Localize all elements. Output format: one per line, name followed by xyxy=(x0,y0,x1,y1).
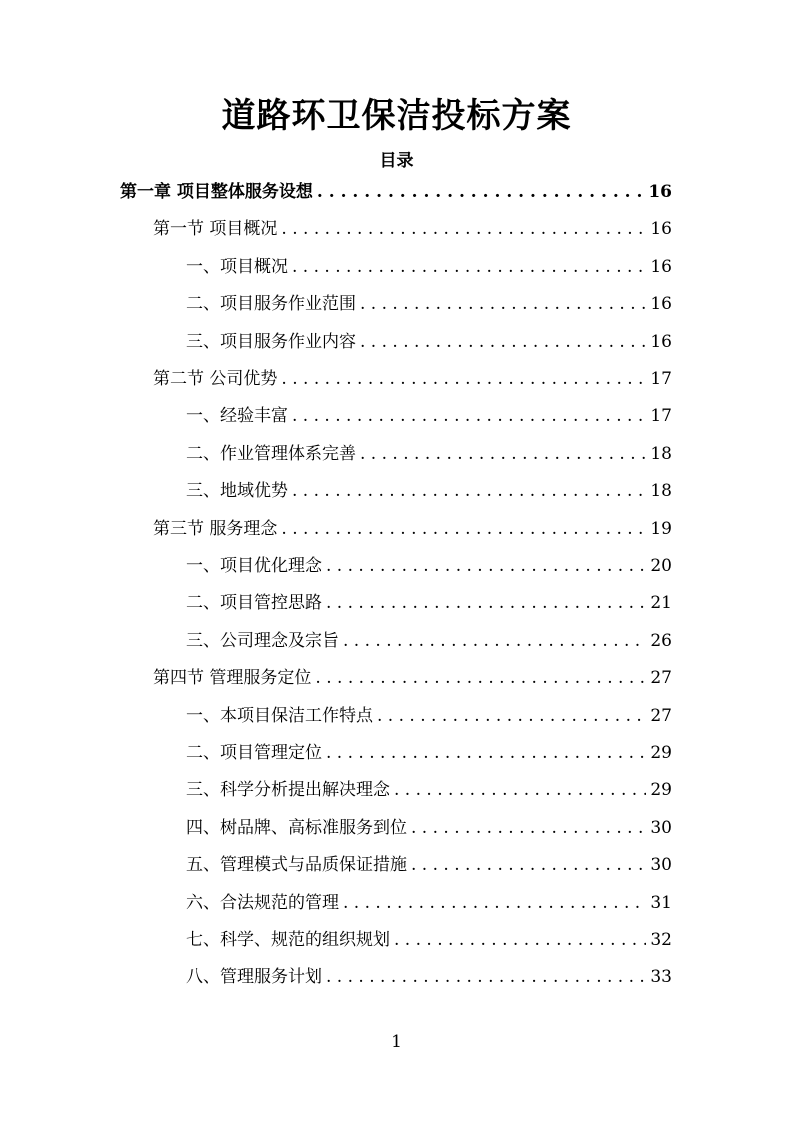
toc-entry-page: 30 xyxy=(650,855,672,876)
toc-entry-label: 三、科学分析提出解决理念 xyxy=(186,780,390,801)
toc-entry-page: 16 xyxy=(650,331,672,352)
toc-entry[interactable] xyxy=(186,623,672,660)
toc-entry-page: 26 xyxy=(650,630,672,651)
toc-entry-label: 二、作业管理体系完善 xyxy=(186,443,356,464)
toc-entry[interactable] xyxy=(186,959,672,996)
toc-entry-page: 20 xyxy=(650,556,672,576)
toc-entry[interactable] xyxy=(186,286,672,323)
toc-entry[interactable] xyxy=(186,847,672,884)
toc-entry[interactable] xyxy=(186,585,672,622)
toc-entry-page: 21 xyxy=(650,593,672,614)
toc-entry[interactable] xyxy=(186,922,672,959)
toc-entry-label: 第一节 项目概况 xyxy=(153,219,278,240)
toc-dot-leader xyxy=(343,623,646,660)
toc-dot-leader xyxy=(360,436,646,473)
toc-entry-label: 三、公司理念及宗旨 xyxy=(186,630,339,651)
toc-entry-page: 29 xyxy=(650,780,672,801)
toc-dot-leader xyxy=(281,361,646,398)
toc-dot-leader xyxy=(394,772,646,809)
toc-dot-leader xyxy=(394,922,646,959)
toc-entry-label: 八、管理服务计划 xyxy=(186,967,322,988)
toc-dot-leader xyxy=(326,959,646,996)
toc-entry-page: 32 xyxy=(650,930,672,950)
toc-entry-label: 一、经验丰富 xyxy=(186,406,288,427)
toc-entry-label: 三、项目服务作业内容 xyxy=(186,331,356,352)
toc-dot-leader xyxy=(326,735,646,772)
toc-entry-page: 27 xyxy=(650,705,672,726)
toc-entry-label: 一、项目优化理念 xyxy=(186,556,322,576)
toc-entry-page: 16 xyxy=(650,294,672,315)
toc-dot-leader xyxy=(292,473,646,510)
toc-entry[interactable] xyxy=(186,548,672,585)
document-title: 道路环卫保洁投标方案 xyxy=(221,96,572,136)
toc-dot-leader xyxy=(292,398,646,435)
toc-entry-page: 16 xyxy=(650,219,672,240)
toc-entry-page: 18 xyxy=(650,481,672,502)
toc-entry-page: 31 xyxy=(650,892,672,913)
toc-entry[interactable] xyxy=(186,772,672,809)
toc-dot-leader xyxy=(281,211,646,248)
toc-entry-label: 二、项目管理定位 xyxy=(186,743,322,763)
toc-entry-page: 27 xyxy=(650,668,672,689)
toc-entry[interactable] xyxy=(186,324,672,361)
toc-dot-leader xyxy=(326,548,646,585)
toc-entry-label: 二、项目管控思路 xyxy=(186,593,322,614)
toc-entry[interactable] xyxy=(186,698,672,735)
toc-entry-label: 六、合法规范的管理 xyxy=(186,892,339,913)
toc-heading: 目录 xyxy=(379,151,414,171)
toc-entry[interactable] xyxy=(153,511,672,548)
toc-entry[interactable] xyxy=(186,473,672,510)
toc-entry[interactable] xyxy=(186,810,672,847)
toc-entry-page: 30 xyxy=(650,817,672,838)
toc-entry-page: 17 xyxy=(650,369,672,389)
toc-entry-label: 五、管理模式与品质保证措施 xyxy=(186,855,407,876)
toc-entry-page: 16 xyxy=(650,256,672,277)
toc-entry-page: 33 xyxy=(650,967,672,988)
toc-entry-label: 第三节 服务理念 xyxy=(153,518,278,539)
toc-entry[interactable] xyxy=(120,174,672,211)
toc-entry-page: 18 xyxy=(650,443,672,464)
toc-entry[interactable] xyxy=(186,398,672,435)
toc-entry-label: 第二节 公司优势 xyxy=(153,369,278,389)
toc-entry-page: 29 xyxy=(650,743,672,763)
toc-entry[interactable] xyxy=(153,361,672,398)
toc-entry-label: 一、项目概况 xyxy=(186,256,288,277)
toc-dot-leader xyxy=(360,324,646,361)
toc-dot-leader xyxy=(281,511,646,548)
toc-dot-leader xyxy=(343,885,646,922)
toc-entry-label: 三、地域优势 xyxy=(186,481,288,502)
toc-entry[interactable] xyxy=(186,735,672,772)
toc-entry-label: 第四节 管理服务定位 xyxy=(153,668,312,689)
toc-entry-label: 一、本项目保洁工作特点 xyxy=(186,705,373,726)
toc-dot-leader xyxy=(315,660,646,697)
toc-entry[interactable] xyxy=(186,249,672,286)
toc-entry-label: 第一章 项目整体服务设想 xyxy=(120,182,313,202)
page-number: 1 xyxy=(391,1032,402,1052)
toc-entry[interactable] xyxy=(186,436,672,473)
toc-entry-page: 16 xyxy=(648,182,672,202)
toc-entry-page: 19 xyxy=(650,518,672,539)
toc-dot-leader xyxy=(317,174,644,211)
toc-dot-leader xyxy=(360,286,646,323)
toc-entry-label: 四、树品牌、高标准服务到位 xyxy=(186,817,407,838)
toc-dot-leader xyxy=(326,585,646,622)
toc-entry-label: 二、项目服务作业范围 xyxy=(186,294,356,315)
toc-entry-label: 七、科学、规范的组织规划 xyxy=(186,930,390,950)
toc-entry[interactable] xyxy=(153,211,672,248)
toc-dot-leader xyxy=(377,698,646,735)
toc-dot-leader xyxy=(411,847,646,884)
toc-entry[interactable] xyxy=(153,660,672,697)
toc-dot-leader xyxy=(292,249,646,286)
toc-dot-leader xyxy=(411,810,646,847)
toc-entry-page: 17 xyxy=(650,406,672,427)
toc-entry[interactable] xyxy=(186,885,672,922)
